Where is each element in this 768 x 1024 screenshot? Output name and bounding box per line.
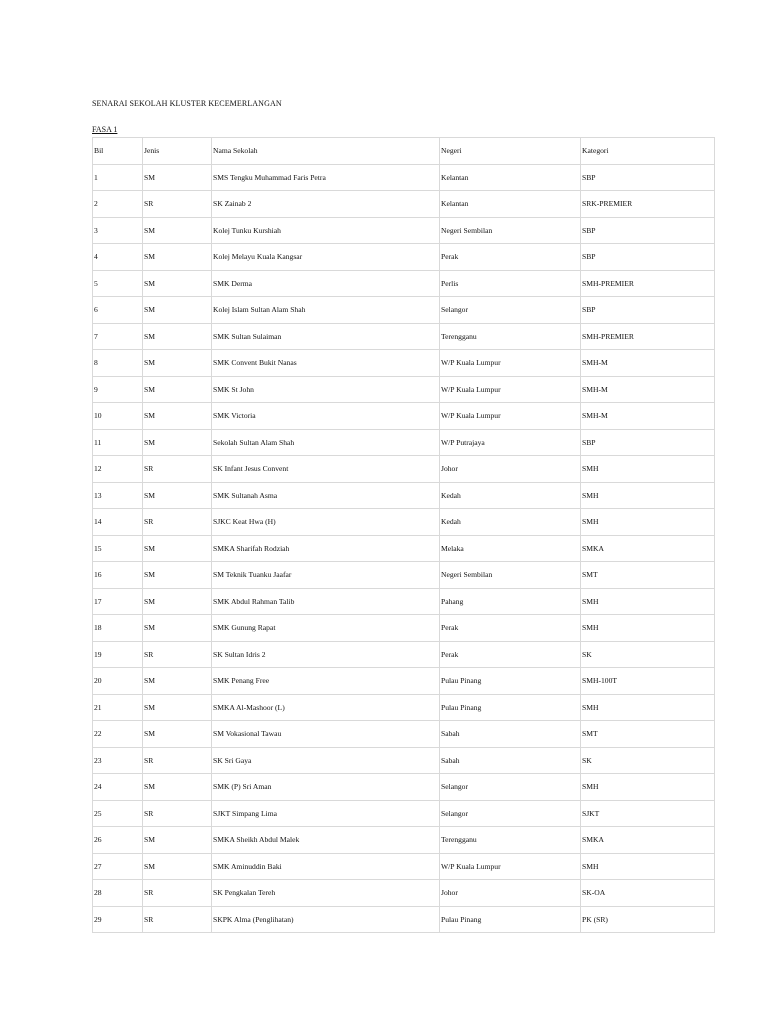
cell-bil: 19 [93,641,143,668]
cell-nama-sekolah: SM Teknik Tuanku Jaafar [212,562,440,589]
table-row [93,800,715,827]
cell-nama-sekolah: SMK Abdul Rahman Talib [212,588,440,615]
cell-kategori: SMH [581,853,715,880]
table-row [93,323,715,350]
cell-jenis: SR [143,747,212,774]
cell-negeri: Perlis [440,270,581,297]
cell-negeri: Terengganu [440,323,581,350]
cell-jenis: SM [143,323,212,350]
cell-negeri: Perak [440,244,581,271]
cell-jenis: SM [143,588,212,615]
cell-negeri: Pahang [440,588,581,615]
cell-nama-sekolah: SMK Sultanah Asma [212,482,440,509]
header-kategori: Kategori [581,138,715,165]
cell-kategori: SBP [581,297,715,324]
table-row [93,191,715,218]
cell-bil: 28 [93,880,143,907]
cell-jenis: SM [143,774,212,801]
cell-bil: 4 [93,244,143,271]
cell-kategori: SMH [581,588,715,615]
cell-jenis: SM [143,694,212,721]
cell-bil: 6 [93,297,143,324]
cell-bil: 26 [93,827,143,854]
cell-bil: 23 [93,747,143,774]
cell-jenis: SR [143,880,212,907]
cell-negeri: Pulau Pinang [440,668,581,695]
document-title: SENARAI SEKOLAH KLUSTER KECEMERLANGAN [92,99,282,108]
cell-nama-sekolah: SMK Aminuddin Baki [212,853,440,880]
cell-kategori: SRK-PREMIER [581,191,715,218]
cell-nama-sekolah: SMK Derma [212,270,440,297]
table-header-row [93,138,715,165]
cell-bil: 12 [93,456,143,483]
cell-negeri: Negeri Sembilan [440,217,581,244]
cell-kategori: SMT [581,562,715,589]
cell-jenis: SM [143,668,212,695]
table-row [93,535,715,562]
cell-jenis: SR [143,456,212,483]
cell-jenis: SR [143,906,212,933]
cell-kategori: SMKA [581,827,715,854]
cell-kategori: SMH [581,694,715,721]
cell-negeri: Kedah [440,482,581,509]
cell-nama-sekolah: Sekolah Sultan Alam Shah [212,429,440,456]
table-row [93,297,715,324]
table-row [93,641,715,668]
table-row [93,906,715,933]
cell-bil: 13 [93,482,143,509]
table-row [93,880,715,907]
cell-negeri: Pulau Pinang [440,694,581,721]
cell-negeri: Melaka [440,535,581,562]
cell-kategori: SMH [581,456,715,483]
cell-negeri: Perak [440,615,581,642]
cell-nama-sekolah: SKPK Alma (Penglihatan) [212,906,440,933]
cell-nama-sekolah: SMK Penang Free [212,668,440,695]
cell-kategori: SMH [581,774,715,801]
cell-kategori: SJKT [581,800,715,827]
cell-nama-sekolah: SM Vokasional Tawau [212,721,440,748]
cell-jenis: SR [143,191,212,218]
cell-negeri: W/P Kuala Lumpur [440,350,581,377]
cell-negeri: W/P Kuala Lumpur [440,403,581,430]
cell-nama-sekolah: SK Infant Jesus Convent [212,456,440,483]
table-row [93,827,715,854]
table-row [93,562,715,589]
cell-negeri: Negeri Sembilan [440,562,581,589]
cell-kategori: SK [581,641,715,668]
cell-nama-sekolah: SMK Victoria [212,403,440,430]
cell-jenis: SM [143,721,212,748]
cell-kategori: SMH-M [581,376,715,403]
cell-negeri: W/P Kuala Lumpur [440,376,581,403]
header-jenis: Jenis [143,138,212,165]
cell-jenis: SM [143,403,212,430]
cell-kategori: SMH-M [581,403,715,430]
cell-kategori: SBP [581,217,715,244]
cell-jenis: SR [143,800,212,827]
table-row [93,376,715,403]
cell-bil: 29 [93,906,143,933]
table-row [93,482,715,509]
cell-bil: 20 [93,668,143,695]
cell-bil: 27 [93,853,143,880]
table-row [93,668,715,695]
cell-bil: 22 [93,721,143,748]
table-row [93,403,715,430]
cell-jenis: SM [143,562,212,589]
table-row [93,270,715,297]
cell-negeri: Kelantan [440,191,581,218]
cell-jenis: SM [143,535,212,562]
cell-nama-sekolah: SMK Gunung Rapat [212,615,440,642]
cell-kategori: SMH-PREMIER [581,323,715,350]
cell-bil: 14 [93,509,143,536]
cell-jenis: SM [143,217,212,244]
cell-jenis: SM [143,244,212,271]
table-row [93,774,715,801]
cell-bil: 2 [93,191,143,218]
cell-nama-sekolah: SMK St John [212,376,440,403]
cell-jenis: SM [143,164,212,191]
cell-negeri: Pulau Pinang [440,906,581,933]
cell-nama-sekolah: Kolej Tunku Kurshiah [212,217,440,244]
cell-jenis: SM [143,482,212,509]
cell-bil: 3 [93,217,143,244]
cell-nama-sekolah: SMK Sultan Sulaiman [212,323,440,350]
header-bil: Bil [93,138,143,165]
cell-negeri: Kedah [440,509,581,536]
table-row [93,164,715,191]
cell-bil: 7 [93,323,143,350]
cell-kategori: SMH-PREMIER [581,270,715,297]
cell-bil: 8 [93,350,143,377]
cell-kategori: PK (SR) [581,906,715,933]
cell-jenis: SM [143,853,212,880]
table-row [93,588,715,615]
cell-negeri: Sabah [440,747,581,774]
cell-nama-sekolah: SJKT Simpang Lima [212,800,440,827]
cell-bil: 17 [93,588,143,615]
cell-kategori: SBP [581,244,715,271]
cell-nama-sekolah: SMKA Al-Mashoor (L) [212,694,440,721]
table-body [93,164,715,933]
cell-bil: 24 [93,774,143,801]
school-list-table [92,137,715,933]
cell-negeri: Perak [440,641,581,668]
cell-nama-sekolah: SMS Tengku Muhammad Faris Petra [212,164,440,191]
cell-kategori: SMH [581,482,715,509]
phase-label: FASA 1 [92,125,118,134]
cell-kategori: SBP [581,164,715,191]
cell-nama-sekolah: SK Sri Gaya [212,747,440,774]
cell-bil: 5 [93,270,143,297]
header-negeri: Negeri [440,138,581,165]
cell-kategori: SBP [581,429,715,456]
cell-jenis: SM [143,827,212,854]
cell-negeri: Johor [440,456,581,483]
cell-nama-sekolah: SK Sultan Idris 2 [212,641,440,668]
table-row [93,350,715,377]
cell-bil: 11 [93,429,143,456]
table-row [93,747,715,774]
cell-negeri: Kelantan [440,164,581,191]
cell-jenis: SM [143,429,212,456]
table-row [93,456,715,483]
cell-negeri: Selangor [440,774,581,801]
cell-bil: 16 [93,562,143,589]
cell-negeri: Sabah [440,721,581,748]
cell-jenis: SM [143,270,212,297]
table-row [93,217,715,244]
cell-negeri: Terengganu [440,827,581,854]
cell-nama-sekolah: SJKC Keat Hwa (H) [212,509,440,536]
cell-kategori: SMH [581,615,715,642]
cell-kategori: SMT [581,721,715,748]
cell-negeri: W/P Putrajaya [440,429,581,456]
cell-negeri: Selangor [440,800,581,827]
cell-jenis: SR [143,509,212,536]
cell-nama-sekolah: Kolej Islam Sultan Alam Shah [212,297,440,324]
table-row [93,244,715,271]
table-row [93,615,715,642]
header-nama-sekolah: Nama Sekolah [212,138,440,165]
cell-bil: 15 [93,535,143,562]
cell-kategori: SMKA [581,535,715,562]
cell-nama-sekolah: SMK Convent Bukit Nanas [212,350,440,377]
table-row [93,721,715,748]
cell-kategori: SMH [581,509,715,536]
cell-bil: 21 [93,694,143,721]
cell-negeri: Johor [440,880,581,907]
cell-bil: 9 [93,376,143,403]
cell-kategori: SMH-100T [581,668,715,695]
cell-jenis: SR [143,641,212,668]
cell-bil: 1 [93,164,143,191]
cell-kategori: SMH-M [581,350,715,377]
table-row [93,694,715,721]
table-row [93,853,715,880]
table-row [93,429,715,456]
cell-nama-sekolah: SK Pengkalan Tereh [212,880,440,907]
cell-negeri: W/P Kuala Lumpur [440,853,581,880]
cell-jenis: SM [143,376,212,403]
cell-jenis: SM [143,297,212,324]
cell-nama-sekolah: SMK (P) Sri Aman [212,774,440,801]
cell-negeri: Selangor [440,297,581,324]
table-row [93,509,715,536]
cell-kategori: SK [581,747,715,774]
cell-bil: 10 [93,403,143,430]
cell-nama-sekolah: SMKA Sheikh Abdul Malek [212,827,440,854]
cell-nama-sekolah: Kolej Melayu Kuala Kangsar [212,244,440,271]
cell-bil: 25 [93,800,143,827]
cell-nama-sekolah: SMKA Sharifah Rodziah [212,535,440,562]
cell-nama-sekolah: SK Zainab 2 [212,191,440,218]
cell-kategori: SK-OA [581,880,715,907]
cell-bil: 18 [93,615,143,642]
cell-jenis: SM [143,350,212,377]
cell-jenis: SM [143,615,212,642]
